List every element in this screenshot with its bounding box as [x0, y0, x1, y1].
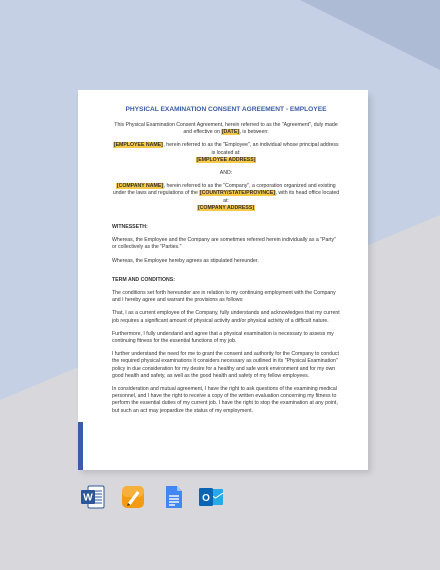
- terms-paragraph-1: The conditions set forth hereunder are in relation to my continuing employment with the Company and I hereby agree and warrant the provisions as follows:: [112, 290, 336, 304]
- page-accent-bar: [78, 422, 83, 470]
- terms-paragraph-3: Furthermore, I fully understand and agree that a physical examination is necessary to assess my continuing fitness for the essential functions of my job.: [112, 330, 334, 345]
- word-letter: W: [83, 492, 93, 504]
- terms-heading: TERM AND CONDITIONS:: [112, 276, 175, 283]
- date-field: [DATE]: [221, 129, 240, 136]
- employee-paragraph: [112, 142, 340, 156]
- employee-name-field: [EMPLOYEE NAME]: [113, 142, 163, 149]
- intro-paragraph: [112, 122, 340, 136]
- document-content: [112, 105, 340, 421]
- company-paragraph: [112, 183, 340, 205]
- company-text-2: , with its head office located at:: [223, 190, 340, 204]
- terms-paragraph-5: In consideration and mutual agreement, I have the right to ask questions of the examining medical personnel, and I have the right to receive a copy of the written evaluation concerning my fitness to perform the essential duties of my current job. I have the right to stop the examination at any point, but such an act may jeopardize the status of my employment.: [112, 386, 338, 414]
- pages-icon[interactable]: [120, 484, 146, 510]
- and-label: AND:: [219, 170, 233, 177]
- outlook-letter: O: [202, 493, 210, 504]
- format-icons: [80, 484, 230, 512]
- witnesseth-heading: WITNESSETH:: [112, 224, 148, 231]
- outlook-icon[interactable]: [198, 484, 224, 510]
- word-icon[interactable]: [80, 484, 106, 510]
- terms-paragraph-4: I further understand the need for me to grant the consent and authority for the Company to conduct the required physical examinations it considers necessary as outlined in its "Physical Examination" policy in due consideration for my desire for a healthy and safe work environment and for my own good health and safety, as well as the good health and safety of my fellow employees.: [112, 351, 339, 379]
- country-field: [COUNTRY/STATE/PROVINCE]: [199, 190, 275, 197]
- witnesseth-paragraph-2: Whereas, the Employee hereby agrees as stipulated hereunder.: [112, 257, 259, 264]
- document-title: PHYSICAL EXAMINATION CONSENT AGREEMENT - EMPLOYEE: [125, 106, 327, 113]
- employee-address-field: [EMPLOYEE ADDRESS]: [196, 156, 256, 163]
- employee-address-line: [112, 157, 340, 164]
- company-name-field: [COMPANY NAME]: [116, 183, 164, 190]
- witnesseth-paragraph-1: Whereas, the Employee and the Company are sometimes referred herein individually as a "Party" or collectively as the "Parties.": [112, 237, 336, 251]
- google-docs-icon[interactable]: [160, 484, 186, 510]
- intro-text-2: , is between:: [239, 129, 269, 136]
- company-address-field: [COMPANY ADDRESS]: [197, 204, 255, 211]
- company-text-1: , herein referred to as the "Company", a corporation organized and existing under the laws and regulations of the: [112, 183, 336, 197]
- intro-text-1: This Physical Examination Consent Agreement, herein referred to as the "Agreement", duly made and effective on: [114, 122, 338, 136]
- company-address-line: [112, 205, 340, 212]
- terms-paragraph-2: That, I as a current employee of the Company, fully understands and acknowledges that my current job requires a significant amount of physical activity and/or physical activity of a difficult nature.: [112, 310, 340, 324]
- employee-text: , herein referred to as the "Employee", an individual whose principal address is located at:: [163, 142, 339, 156]
